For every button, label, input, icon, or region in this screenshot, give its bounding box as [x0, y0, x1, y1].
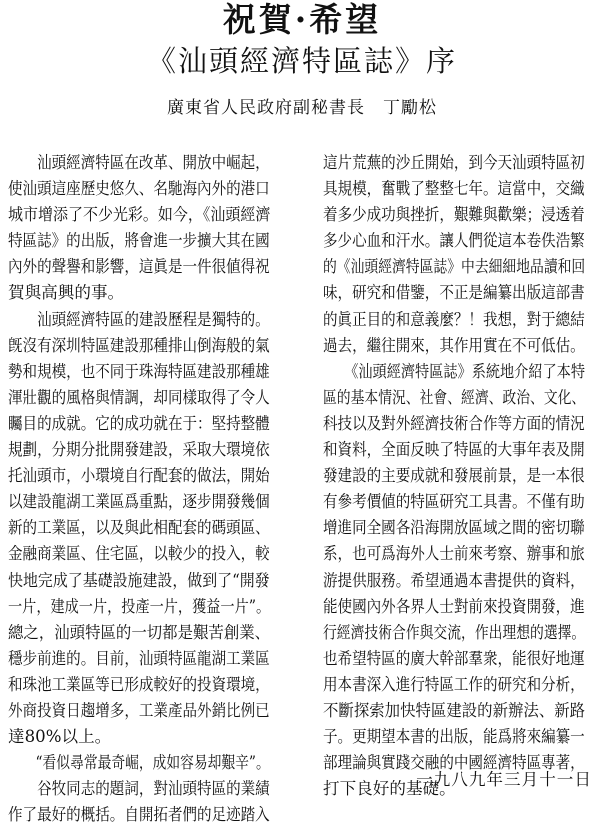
text-line: 系，也可爲海外人士前來考察、辦事和旅	[323, 544, 585, 564]
text-line: 快地完成了基礎設施建設，做到了“開發	[8, 570, 270, 590]
right-text-column	[323, 150, 585, 802]
text-line: 谷牧同志的題詞，對汕頭特區的業績	[8, 779, 270, 799]
text-line: 旣沒有深圳特區建設那種排山倒海般的氣	[8, 335, 270, 355]
text-line: 新的工業區，以及與此相配套的碼頭區、	[8, 518, 270, 538]
text-line: 子。更期望本書的出版，能爲將來編纂一	[323, 727, 585, 747]
author-line: 廣東省人民政府副秘書長 丁勵松	[167, 98, 437, 118]
text-line: 城市增添了不少光彩。如今，《汕頭經濟	[8, 205, 271, 225]
text-line: 內外的聲譽和影響，這眞是一件很値得祝	[8, 257, 270, 277]
text-line: 能使國內外各界人士對前來投資開發，進	[323, 596, 585, 616]
text-line: 着多少成功與挫折，艱難與歡樂；浸透着	[323, 205, 585, 225]
text-line: 穩步前進的。目前，汕頭特區龍湖工業區	[8, 648, 270, 668]
text-line: 《汕頭經濟特區誌》系統地介紹了本特	[323, 361, 585, 381]
text-line: 區的基本情況、社會、經濟、政治、文化、	[323, 387, 586, 407]
text-line: “看似尋常最奇崛，成如容易却艱辛”。	[8, 753, 270, 773]
text-line: 汕頭經濟特區在改革、開放中崛起，	[8, 153, 270, 172]
text-line: 具規模，奮戰了整整七年。這當中，交織	[323, 179, 585, 199]
text-line: 的《汕頭經濟特區誌》中去細細地品讀和回	[323, 257, 586, 277]
text-line: 不斷探索加快特區建設的新辦法、新路	[323, 700, 586, 720]
text-line: 托汕頭市，小環境自行配套的做法，開始	[8, 466, 270, 486]
text-line: 有參考價値的特區研究工具書。不僅有助	[323, 492, 585, 512]
text-line: 增進同全國各沿海開放區域之間的密切聯	[323, 518, 585, 538]
page-subtitle: 《汕頭經濟特區誌》序	[146, 44, 457, 78]
text-line: 的眞正目的和意義麼？！我想，對于總結	[323, 309, 585, 329]
text-line: 金融商業區、住宅區，以較少的投入，較	[8, 544, 270, 564]
text-line: 汕頭經濟特區的建設歷程是獨特的。	[8, 309, 270, 329]
text-line: 游提供服務。希望通過本書提供的資料，	[323, 570, 585, 590]
text-line: 使汕頭這座歷史悠久、名馳海內外的港口	[8, 179, 270, 199]
text-line: 過去，繼往開來，其作用實在不可低估。	[323, 335, 585, 355]
text-line: 外商投資日趨增多，工業產品外銷比例已	[8, 700, 270, 720]
text-line: 渾壯觀的風格與情調，却同樣取得了令人	[8, 387, 270, 407]
text-line: 以建設龍湖工業區爲重點，逐步開發幾個	[8, 492, 270, 512]
text-line: 發建設的主要成就和發展前景，是一本很	[323, 466, 585, 486]
text-line: 總之，汕頭特區的一切都是艱苦創業、	[8, 622, 271, 642]
date-line: 一九八九年三月十一日	[416, 770, 592, 789]
left-text-column	[8, 150, 270, 828]
text-line: 味，研究和借鑒，不正是編纂出版這部書	[323, 283, 585, 303]
text-line: 勢和規模，也不同于珠海特區建設那種雄	[8, 361, 270, 381]
text-line: 和資料，全面反映了特區的大事年表及開	[323, 440, 585, 460]
text-line: 賀與高興的事。	[8, 283, 125, 303]
text-line: 也希望特區的廣大幹部羣衆，能很好地運	[323, 648, 585, 668]
text-line: 矚目的成就。它的成功就在于：堅持整體	[8, 413, 270, 433]
text-line: 部理論與實踐交融的中國經濟特區專著，	[323, 753, 585, 773]
text-line: 用本書深入進行特區工作的研究和分析，	[323, 674, 585, 694]
text-line: 打下良好的基礎。	[323, 779, 456, 799]
text-line: 作了最好的概括。自開拓者們的足迹踏入	[8, 805, 270, 825]
text-line: 這片荒蕪的沙丘開始，到今天汕頭特區初	[323, 153, 585, 172]
text-line: 一片，建成一片，投產一片，獲益一片”。	[8, 596, 271, 616]
text-line: 行經濟技術合作與交流，作出理想的選擇。	[323, 622, 586, 642]
text-line: 規劃，分期分批開發建設，采取大環境依	[8, 440, 270, 460]
text-line: 和珠池工業區等已形成較好的投資環境，	[8, 674, 270, 694]
page-title: 祝賀·希望	[222, 0, 382, 39]
text-line: 特區誌》的出版，將會進一步擴大其在國	[8, 231, 270, 251]
text-line: 達80%以上。	[8, 727, 112, 747]
text-line: 科技以及對外經濟技術合作等方面的情況	[323, 413, 585, 433]
text-line: 多少心血和汗水。讓人們從這本卷佚浩繁	[323, 231, 585, 251]
